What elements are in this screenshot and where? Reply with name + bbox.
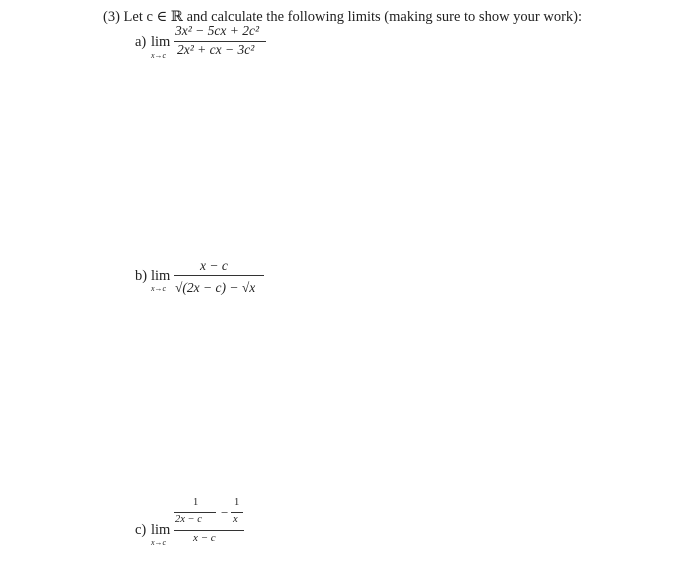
part-a-lim-subscript: x→c — [151, 51, 167, 60]
part-a-denominator: 2x² + cx − 3c² — [177, 42, 255, 57]
part-a-lim: lim — [151, 34, 171, 50]
part-c-inner-right-denominator: x — [233, 514, 238, 525]
part-c-inner-right-bar — [231, 512, 243, 513]
part-b-lim-subscript: x→c — [151, 284, 167, 293]
part-b-label: b) — [135, 268, 148, 284]
part-b-denominator: √(2x − c) − √x — [175, 280, 256, 295]
part-c-inner-right-numerator: 1 — [234, 497, 240, 508]
part-c-denominator: x − c — [193, 532, 216, 544]
part-c-lim: lim — [151, 522, 171, 538]
part-b-numerator: x − c — [200, 258, 228, 273]
part-c-label: c) — [135, 522, 147, 538]
part-c-lim-subscript: x→c — [151, 538, 167, 547]
part-a-label: a) — [135, 34, 147, 50]
part-c-fraction-bar — [174, 530, 244, 531]
part-b-fraction-bar — [174, 275, 264, 276]
part-c-inner-left-bar — [174, 512, 216, 513]
problem-statement: Let c ∈ ℝ and calculate the following limits (making sure to show your work): — [123, 9, 583, 25]
part-c-inner-left-numerator: 1 — [193, 497, 199, 508]
part-b-lim: lim — [151, 268, 171, 284]
part-a-numerator: 3x² − 5cx + 2c² — [175, 23, 260, 38]
part-c-inner-left-denominator: 2x − c — [175, 514, 202, 525]
part-c-inner-minus: − — [221, 505, 229, 520]
problem-number: (3) — [103, 9, 120, 25]
